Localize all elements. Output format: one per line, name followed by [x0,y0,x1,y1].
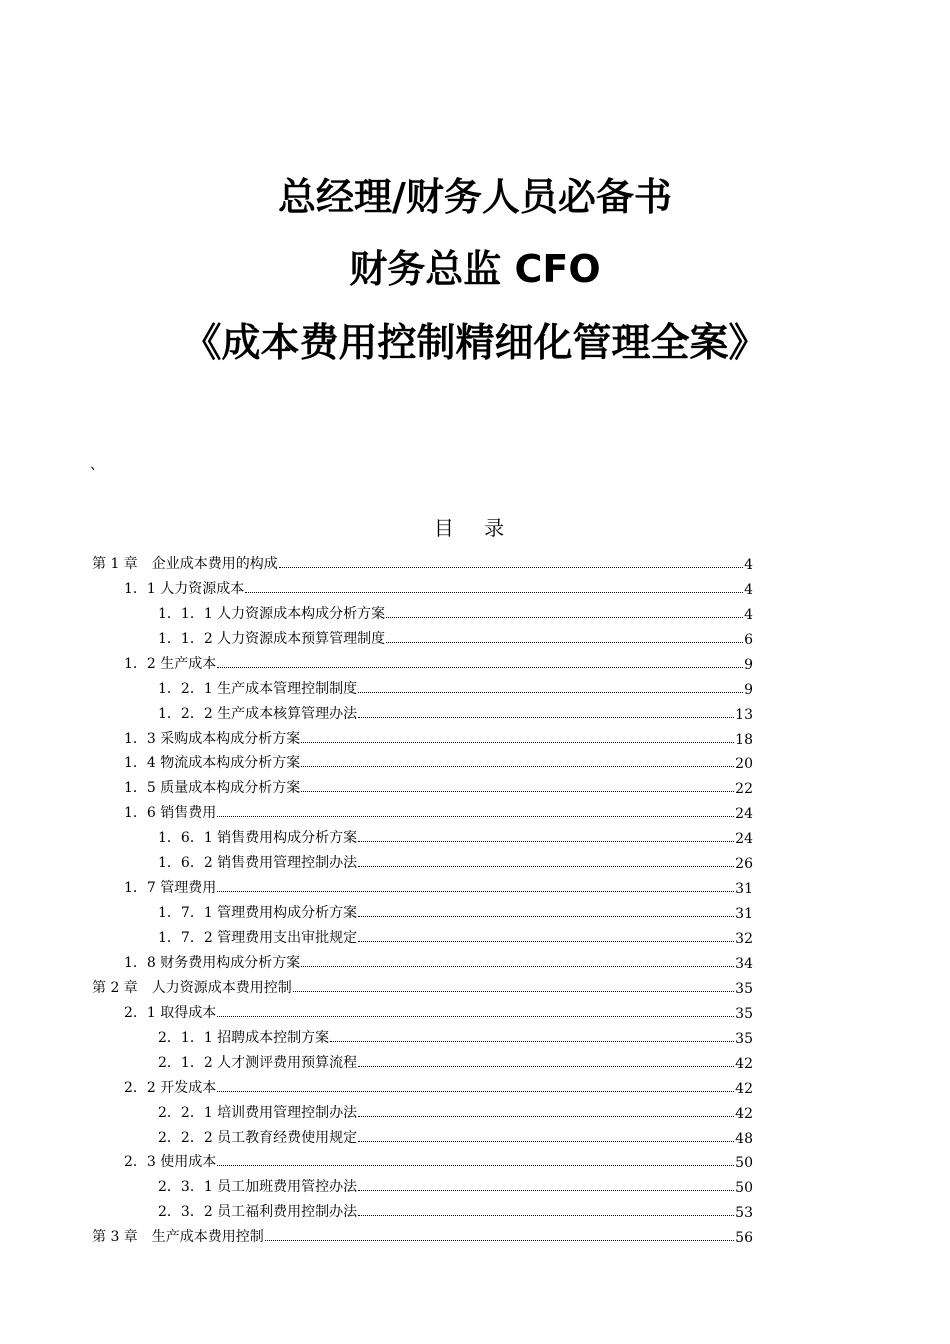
title-line-1: 总经理/财务人员必备书 [278,175,672,219]
toc-entry-page-number: 50 [735,1180,753,1197]
toc-entry-label: 第 1 章 企业成本费用的构成 [92,555,278,572]
toc-entry-label: 2．1 取得成本 [124,1004,217,1021]
toc-dot-leader [293,990,734,992]
toc-dot-leader [217,1164,734,1166]
toc-dot-leader [301,790,734,792]
toc-dot-leader [301,741,734,743]
toc-entry-page-number: 50 [735,1155,753,1172]
table-of-contents [92,548,753,1246]
toc-entry[interactable] [92,972,753,997]
toc-entry-label: 2．2．1 培训费用管理控制办法 [158,1104,358,1121]
toc-entry[interactable] [92,997,753,1022]
toc-entry[interactable] [92,673,753,698]
toc-entry-page-number: 6 [744,631,753,648]
toc-dot-leader [358,915,734,917]
toc-dot-leader [217,815,734,817]
toc-entry-page-number: 42 [735,1105,753,1122]
toc-dot-leader [386,641,743,643]
toc-entry[interactable] [92,1072,753,1097]
toc-dot-leader [217,666,743,668]
toc-dot-leader [386,616,743,618]
toc-dot-leader [358,865,734,867]
toc-entry-page-number: 9 [744,656,753,673]
toc-dot-leader [358,1140,734,1142]
toc-entry-label: 2．3．1 员工加班费用管控办法 [158,1179,358,1196]
toc-entry-page-number: 24 [735,806,753,823]
toc-entry-label: 2．3．2 员工福利费用控制办法 [158,1204,358,1221]
stray-mark: 、 [90,457,104,473]
toc-entry[interactable] [92,1196,753,1221]
title-line-3: 《成本费用控制精细化管理全案》 [182,321,768,366]
toc-dot-leader [358,1115,734,1117]
toc-entry-label: 1．3 采购成本构成分析方案 [124,730,301,747]
toc-entry-page-number: 32 [735,931,753,947]
toc-entry-label: 1．2 生产成本 [124,655,217,672]
toc-entry-label: 第 2 章 人力资源成本费用控制 [92,979,292,996]
toc-entry-page-number: 9 [744,681,753,698]
toc-entry[interactable] [92,1221,753,1246]
toc-entry-page-number: 35 [735,980,753,997]
toc-dot-leader [217,1090,734,1092]
toc-entry-label: 1．7．1 管理费用构成分析方案 [158,905,358,922]
toc-dot-leader [358,840,734,842]
toc-dot-leader [301,765,734,767]
toc-entry[interactable] [92,922,753,947]
toc-entry[interactable] [92,698,753,723]
toc-dot-leader [358,1214,734,1216]
toc-entry-label: 1．1 人力资源成本 [124,580,245,597]
title-line-2: 财务总监 CFO [349,247,601,291]
toc-entry[interactable] [92,723,753,748]
toc-entry[interactable] [92,772,753,797]
toc-dot-leader [358,940,734,942]
toc-entry-label: 1．1．2 人力资源成本预算管理制度 [158,630,386,647]
toc-entry-page-number: 22 [735,781,753,798]
toc-entry-page-number: 48 [735,1130,753,1147]
toc-entry-label: 2．1．1 招聘成本控制方案 [158,1029,330,1046]
toc-entry[interactable] [92,947,753,972]
toc-entry[interactable] [92,897,753,922]
toc-dot-leader [217,1015,734,1017]
toc-dot-leader [265,1239,734,1241]
toc-entry-label: 1．6．2 销售费用管理控制办法 [158,855,358,872]
toc-dot-leader [358,716,734,718]
toc-entry[interactable] [92,648,753,673]
toc-entry-label: 1．5 质量成本构成分析方案 [124,780,301,797]
toc-dot-leader [330,1040,734,1042]
toc-entry-label: 1．1．1 人力资源成本构成分析方案 [158,605,386,622]
toc-entry-page-number: 34 [735,955,753,972]
toc-dot-leader [245,591,743,593]
toc-entry-label: 1．7．2 管理费用支出审批规定 [158,930,358,946]
toc-entry-page-number: 35 [735,1030,753,1047]
toc-entry[interactable] [92,1171,753,1196]
toc-entry-page-number: 24 [735,831,753,848]
toc-entry-label: 1．2．2 生产成本核算管理办法 [158,705,358,722]
toc-entry-label: 1．2．1 生产成本管理控制制度 [158,680,358,697]
toc-entry-page-number: 53 [735,1205,753,1222]
toc-entry-page-number: 26 [735,856,753,873]
toc-entry[interactable] [92,1097,753,1122]
toc-entry-page-number: 31 [735,881,753,898]
toc-entry[interactable] [92,1022,753,1047]
toc-entry-page-number: 56 [735,1230,753,1247]
toc-entry[interactable] [92,748,753,773]
toc-entry-label: 2．3 使用成本 [124,1154,217,1171]
toc-dot-leader [358,691,743,693]
toc-dot-leader [301,965,734,967]
toc-entry-page-number: 4 [744,581,753,598]
toc-entry[interactable] [92,872,753,897]
toc-entry-page-number: 42 [735,1080,753,1097]
toc-entry[interactable] [92,1047,753,1072]
toc-entry[interactable] [92,623,753,648]
toc-entry-page-number: 31 [735,906,753,923]
toc-entry-label: 2．1．2 人才测评费用预算流程 [158,1054,358,1071]
toc-entry[interactable] [92,797,753,822]
toc-entry-label: 2．2 开发成本 [124,1079,217,1096]
toc-entry[interactable] [92,598,753,623]
toc-entry-label: 1．6 销售费用 [124,805,217,822]
toc-dot-leader [217,890,734,892]
toc-entry[interactable] [92,1147,753,1172]
toc-heading: 目 录 [433,516,517,540]
toc-entry[interactable] [92,1122,753,1147]
toc-entry-label: 2．2．2 员工教育经费使用规定 [158,1129,358,1146]
toc-entry-label: 1．7 管理费用 [124,880,217,897]
toc-entry-label: 1．6．1 销售费用构成分析方案 [158,830,358,847]
toc-dot-leader [279,566,743,568]
toc-entry-page-number: 4 [744,606,753,623]
toc-entry[interactable] [92,573,753,598]
toc-entry[interactable] [92,822,753,847]
toc-entry-page-number: 20 [735,756,753,773]
toc-entry[interactable] [92,847,753,872]
toc-entry-label: 1．8 财务费用构成分析方案 [124,954,301,971]
toc-entry-label: 1．4 物流成本构成分析方案 [124,755,301,772]
toc-entry-page-number: 35 [735,1005,753,1022]
toc-entry-page-number: 4 [744,556,753,573]
toc-entry[interactable] [92,548,753,573]
toc-entry-page-number: 42 [735,1055,753,1072]
toc-entry-label: 第 3 章 生产成本费用控制 [92,1229,264,1246]
toc-dot-leader [358,1065,734,1067]
toc-entry-page-number: 18 [735,731,753,748]
toc-entry-page-number: 13 [735,706,753,723]
toc-dot-leader [358,1189,734,1191]
